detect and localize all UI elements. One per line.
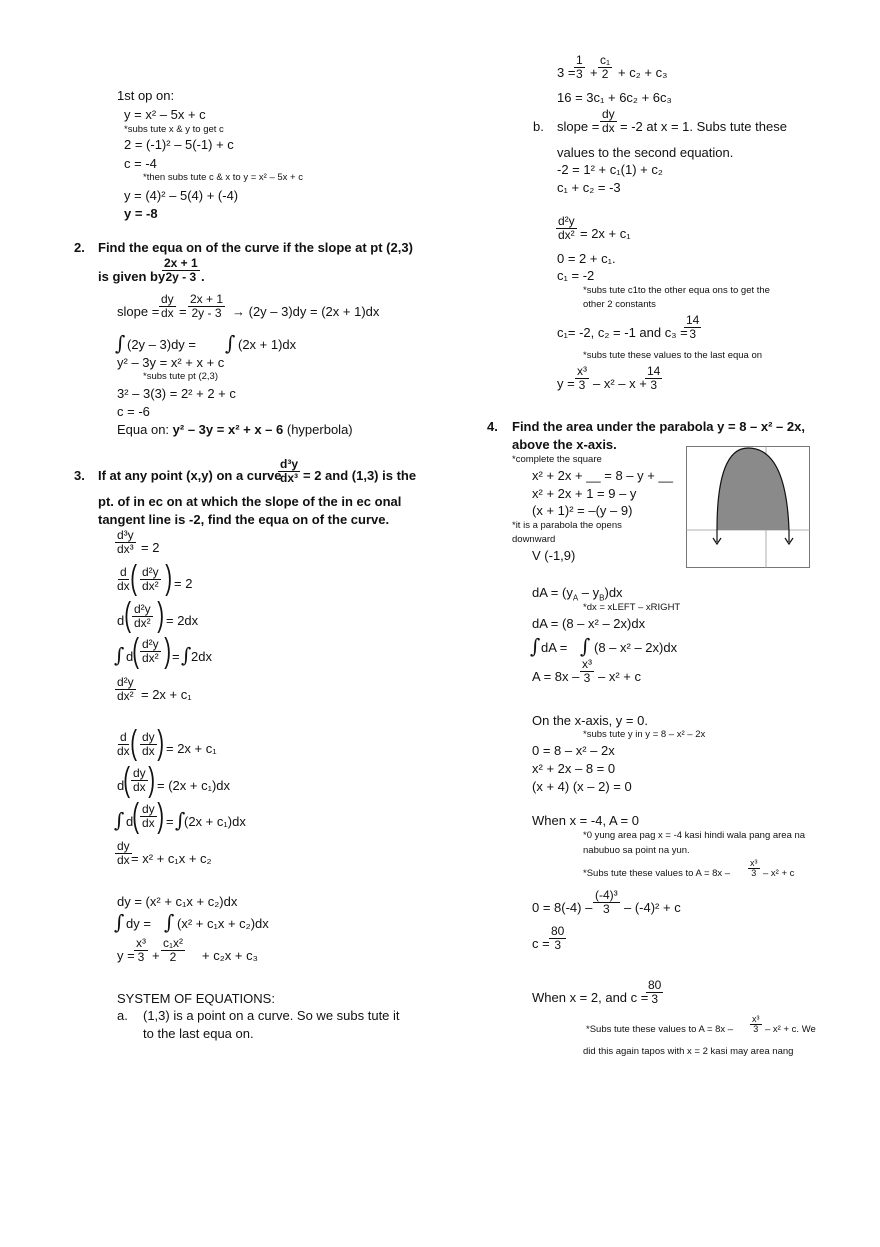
eq-text: c = -6 bbox=[117, 404, 150, 419]
eq-answer bbox=[117, 422, 353, 437]
numerator: dy bbox=[117, 839, 130, 853]
fraction bbox=[115, 840, 132, 867]
op-line: 2 = (-1)² – 5(-1) + c bbox=[124, 137, 234, 152]
fraction bbox=[132, 603, 153, 630]
paren-icon: ( bbox=[130, 724, 138, 762]
eq-text: 0 = 2 + c₁. bbox=[557, 251, 616, 266]
integral-icon: ∫ bbox=[114, 910, 125, 934]
answer-note: (hyperbola) bbox=[286, 422, 353, 437]
eq-text: = bbox=[179, 304, 187, 319]
eq-text: slope = bbox=[117, 304, 160, 319]
eq-text: (2x + c₁)dx bbox=[184, 814, 246, 829]
denominator: 2 bbox=[169, 950, 177, 964]
denominator: 3 bbox=[650, 378, 658, 392]
fraction bbox=[593, 889, 620, 916]
denominator: 3 bbox=[137, 950, 145, 964]
eq-text: = x² + c₁x + c₂ bbox=[131, 851, 212, 866]
eq-text: (2x + 1)dx bbox=[238, 337, 297, 352]
eq-text: dy = bbox=[126, 916, 151, 931]
denominator: dx² bbox=[117, 689, 134, 703]
fraction bbox=[115, 676, 136, 703]
numerator: d²y bbox=[558, 214, 575, 228]
op-heading: 1st op on: bbox=[117, 88, 175, 103]
numerator: 80 bbox=[551, 924, 565, 938]
numerator: x³ bbox=[752, 1014, 760, 1024]
note: *0 yung area pag x = -4 kasi hindi wala pang area na bbox=[583, 830, 806, 841]
denominator: dx³ bbox=[117, 542, 134, 556]
numerator: dy bbox=[133, 766, 146, 780]
note: *then subs tute c & x to y = x² – 5x + c bbox=[143, 172, 303, 183]
note: nabubuo sa point na yun. bbox=[583, 845, 690, 856]
fraction bbox=[115, 731, 132, 758]
paren-icon: ) bbox=[164, 632, 172, 670]
question-text: Find the area under the parabola y = 8 – x² – 2x, bbox=[512, 419, 805, 434]
denominator: dx² bbox=[142, 651, 159, 665]
paren-icon: ( bbox=[132, 797, 140, 835]
eq-text: y = bbox=[117, 948, 135, 963]
eq-text: 3 = bbox=[557, 65, 576, 80]
fraction bbox=[162, 257, 200, 284]
fraction bbox=[750, 1015, 762, 1034]
eq-text: c₁ + c₂ = -3 bbox=[557, 180, 621, 195]
denominator: dx bbox=[117, 579, 130, 593]
numerator: x³ bbox=[577, 364, 587, 378]
note: – x² + c. We bbox=[765, 1024, 816, 1035]
numerator: d²y bbox=[142, 565, 159, 579]
numerator: x³ bbox=[750, 858, 758, 868]
eq-text: = 2x + c₁ bbox=[141, 687, 192, 702]
numerator: d bbox=[120, 565, 127, 579]
denominator: 3 bbox=[554, 938, 562, 952]
note: did this again tapos with x = 2 kasi may area nang bbox=[583, 1046, 794, 1057]
eq-text: d bbox=[126, 649, 134, 664]
denominator: 3 bbox=[651, 992, 659, 1006]
eq-text: (2y – 3)dy = bbox=[127, 337, 197, 352]
fraction bbox=[549, 925, 566, 952]
eq-text: 2dx bbox=[191, 649, 212, 664]
numerator: dy bbox=[602, 107, 615, 121]
question-text: tangent line is -2, find the equa on of the curve. bbox=[98, 512, 390, 527]
fraction bbox=[598, 54, 612, 81]
eq-text: d bbox=[117, 613, 125, 628]
denominator: dx² bbox=[558, 228, 575, 242]
eq-text: – x² – x + bbox=[593, 376, 647, 391]
eq-text: dy = (x² + c₁x + c₂)dx bbox=[117, 894, 238, 909]
paren-icon: ( bbox=[123, 761, 131, 799]
question-text: . bbox=[201, 269, 205, 284]
eq-text: + c₂ + c₃ bbox=[618, 65, 668, 80]
denominator: dx² bbox=[134, 616, 151, 630]
paren-icon: ( bbox=[124, 596, 132, 634]
question-text: If at any point (x,y) on a curve bbox=[98, 468, 282, 483]
numerator: 2x + 1 bbox=[164, 256, 198, 270]
eq-text: values to the second equation. bbox=[557, 145, 734, 160]
denominator: dx bbox=[133, 780, 146, 794]
eq-text: d bbox=[126, 814, 134, 829]
answer-value: y² – 3y = x² + x – 6 bbox=[172, 422, 284, 437]
numerator: 14 bbox=[686, 313, 700, 327]
question-number: 3. bbox=[74, 468, 85, 483]
fraction bbox=[748, 859, 760, 878]
numerator: dy bbox=[161, 292, 174, 306]
denominator: dx bbox=[161, 306, 174, 320]
eq-text: dA = (8 – x² – 2x)dx bbox=[532, 616, 646, 631]
denominator: dx² bbox=[142, 579, 159, 593]
numerator: 80 bbox=[648, 978, 662, 992]
denominator: 3 bbox=[751, 868, 757, 878]
question-text: above the x-axis. bbox=[512, 437, 617, 452]
note: – x² + c bbox=[763, 868, 795, 879]
eq-text: + bbox=[152, 948, 160, 963]
fraction bbox=[161, 937, 185, 964]
numerator: x³ bbox=[136, 936, 146, 950]
numerator: x³ bbox=[582, 657, 592, 671]
note: *subs tute x & y to get c bbox=[124, 124, 224, 135]
paren-icon: ( bbox=[130, 559, 138, 597]
op-line: y = (4)² – 5(4) + (-4) bbox=[124, 188, 239, 203]
fraction bbox=[134, 937, 148, 964]
fraction bbox=[115, 529, 136, 556]
eq-text: (x + 1)² = –(y – 9) bbox=[532, 503, 633, 518]
denominator: dx bbox=[142, 744, 155, 758]
eq-text: 3² – 3(3) = 2² + 2 + c bbox=[117, 386, 236, 401]
eq-text: y = bbox=[557, 376, 575, 391]
fraction bbox=[580, 658, 594, 685]
question-text: pt. of in ec on at which the slope of the in ec onal bbox=[98, 494, 402, 509]
denominator: 2y - 3 bbox=[165, 270, 197, 284]
eq-text: (x + 4) (x – 2) = 0 bbox=[532, 779, 632, 794]
denominator: 2 bbox=[601, 67, 609, 81]
eq-text: = 2x + c₁ bbox=[580, 226, 631, 241]
integral-icon: ∫ bbox=[115, 331, 126, 355]
eq-text: = bbox=[166, 814, 174, 829]
denominator: 3 bbox=[753, 1024, 759, 1034]
parabola-graph bbox=[686, 446, 810, 568]
numerator: 2x + 1 bbox=[190, 292, 224, 306]
numerator: d²y bbox=[134, 602, 151, 616]
eq-text: – (-4)² + c bbox=[624, 900, 681, 915]
note: *dx = xLEFT – xRIGHT bbox=[583, 602, 681, 613]
note: *Subs tute these values to A = 8x – bbox=[583, 868, 731, 879]
fraction bbox=[684, 314, 701, 341]
eq-text: c = bbox=[532, 936, 550, 951]
integral-icon: ∫ bbox=[164, 910, 175, 934]
section-heading: SYSTEM OF EQUATIONS: bbox=[117, 991, 275, 1006]
eq-text: c₁ = -2 bbox=[557, 268, 595, 283]
eq-text: When x = -4, A = 0 bbox=[532, 813, 639, 828]
paren-icon: ) bbox=[157, 724, 165, 762]
fraction bbox=[556, 215, 577, 242]
eq-text: – x² + c bbox=[598, 669, 641, 684]
paren-icon: ( bbox=[132, 632, 140, 670]
eq-text: → (2y – 3)dy = (2x + 1)dx bbox=[232, 304, 380, 319]
denominator: dx bbox=[602, 121, 615, 135]
denominator: 2y - 3 bbox=[191, 306, 222, 320]
eq-text: = 2 bbox=[141, 540, 160, 555]
numerator: d³y bbox=[117, 528, 134, 542]
eq-text: A = 8x – bbox=[532, 669, 580, 684]
integral-icon: ∫ bbox=[530, 634, 541, 658]
question-text: Find the equa on of the curve if the slope at pt (2,3) bbox=[98, 240, 413, 255]
integral-icon: ∫ bbox=[114, 643, 125, 667]
denominator: dx bbox=[142, 816, 155, 830]
fraction bbox=[646, 979, 663, 1006]
eq-text: d bbox=[117, 778, 125, 793]
numerator: d²y bbox=[117, 675, 134, 689]
eq-text: (8 – x² – 2x)dx bbox=[594, 640, 678, 655]
eq-text: dA = bbox=[541, 640, 568, 655]
eq-text: = -2 at x = 1. Subs tute these bbox=[620, 119, 787, 134]
paren-icon: ) bbox=[157, 596, 165, 634]
eq-text: = 2 bbox=[174, 576, 193, 591]
note: *subs tute c1to the other equa ons to get the bbox=[583, 285, 770, 296]
note: *it is a parabola the opens bbox=[512, 520, 622, 531]
list-text: (1,3) is a point on a curve. So we subs tute it bbox=[143, 1008, 400, 1023]
fraction bbox=[140, 566, 161, 593]
numerator: (-4)³ bbox=[595, 888, 618, 902]
op-answer: y = -8 bbox=[124, 206, 158, 221]
question-number: 2. bbox=[74, 240, 85, 255]
op-line: c = -4 bbox=[124, 156, 157, 171]
question-text: is given by bbox=[98, 269, 166, 284]
numerator: dy bbox=[142, 730, 155, 744]
numerator: d³y bbox=[280, 457, 298, 471]
numerator: d²y bbox=[142, 637, 159, 651]
eq-text: (x² + c₁x + c₂)dx bbox=[177, 916, 269, 931]
note: other 2 constants bbox=[583, 299, 656, 310]
fraction bbox=[188, 293, 225, 320]
question-text: = 2 and (1,3) is the bbox=[303, 468, 417, 483]
fraction bbox=[131, 767, 148, 794]
denominator: dx bbox=[117, 853, 130, 867]
eq-text: x² + 2x + 1 = 9 – y bbox=[532, 486, 637, 501]
eq-text: dA = $(y_A - y_B)dx$ bbox=[532, 585, 623, 603]
note: *complete the square bbox=[512, 454, 602, 465]
eq-text: x² + 2x + __ = 8 – y + __ bbox=[532, 468, 673, 483]
fraction bbox=[140, 638, 161, 665]
integral-icon: ∫ bbox=[580, 634, 591, 658]
list-marker: b. bbox=[533, 119, 544, 134]
denominator: 3 bbox=[578, 378, 586, 392]
note: downward bbox=[512, 534, 556, 545]
eq-text: = bbox=[172, 649, 180, 664]
denominator: 3 bbox=[602, 902, 610, 916]
paren-icon: ) bbox=[157, 797, 165, 835]
denominator: 3 bbox=[576, 67, 583, 81]
fraction bbox=[278, 458, 300, 485]
fraction bbox=[645, 365, 662, 392]
eq-text: When x = 2, and c = bbox=[532, 990, 649, 1005]
list-marker: a. bbox=[117, 1008, 128, 1023]
denominator: dx bbox=[117, 744, 130, 758]
numerator: c₁ bbox=[600, 53, 611, 67]
eq-text: = 2x + c₁ bbox=[166, 741, 217, 756]
fraction bbox=[140, 731, 157, 758]
paren-icon: ) bbox=[148, 761, 156, 799]
note: *subs tute these values to the last equa on bbox=[583, 350, 763, 361]
eq-text: + c₂x + c₃ bbox=[202, 948, 258, 963]
note: *subs tute y in y = 8 – x² – 2x bbox=[583, 729, 706, 740]
eq-text: V (-1,9) bbox=[532, 548, 576, 563]
eq-text: c₁= -2, c₂ = -1 and c₃ = bbox=[557, 325, 688, 340]
fraction bbox=[115, 566, 132, 593]
denominator: 3 bbox=[689, 327, 697, 341]
paren-icon: ) bbox=[165, 559, 173, 597]
fraction bbox=[140, 803, 157, 830]
fraction bbox=[159, 293, 176, 320]
answer-label: Equa on: bbox=[117, 422, 170, 437]
op-line: y = x² – 5x + c bbox=[124, 107, 206, 122]
numerator: 14 bbox=[647, 364, 661, 378]
eq-text: On the x-axis, y = 0. bbox=[532, 713, 648, 728]
integral-icon: ∫ bbox=[114, 808, 125, 832]
numerator: d bbox=[120, 730, 127, 744]
eq-text: -2 = 1² + c₁(1) + c₂ bbox=[557, 162, 663, 177]
eq-text: = 2dx bbox=[166, 613, 199, 628]
denominator: dx³ bbox=[280, 471, 298, 485]
fraction bbox=[574, 54, 585, 81]
question-number: 4. bbox=[487, 419, 498, 434]
fraction bbox=[575, 365, 589, 392]
eq-text: 16 = 3c₁ + 6c₂ + 6c₃ bbox=[557, 90, 672, 105]
numerator: 1 bbox=[576, 53, 583, 67]
fraction bbox=[600, 108, 617, 135]
eq-text: 0 = 8 – x² – 2x bbox=[532, 743, 615, 758]
note: *subs tute pt (2,3) bbox=[143, 371, 218, 382]
list-text: to the last equa on. bbox=[143, 1026, 254, 1041]
eq-text: slope = bbox=[557, 119, 600, 134]
integral-icon: ∫ bbox=[225, 331, 236, 355]
eq-text: y² – 3y = x² + x + c bbox=[117, 355, 225, 370]
integral-icon: ∫ bbox=[175, 808, 186, 832]
numerator: dy bbox=[142, 802, 155, 816]
eq-text: + bbox=[590, 65, 598, 80]
eq-text: = (2x + c₁)dx bbox=[157, 778, 231, 793]
numerator: c₁x² bbox=[163, 936, 184, 950]
denominator: 3 bbox=[583, 671, 591, 685]
integral-icon: ∫ bbox=[181, 643, 192, 667]
eq-text: 0 = 8(-4) – bbox=[532, 900, 593, 915]
eq-text: x² + 2x – 8 = 0 bbox=[532, 761, 616, 776]
note: *Subs tute these values to A = 8x – bbox=[586, 1024, 734, 1035]
